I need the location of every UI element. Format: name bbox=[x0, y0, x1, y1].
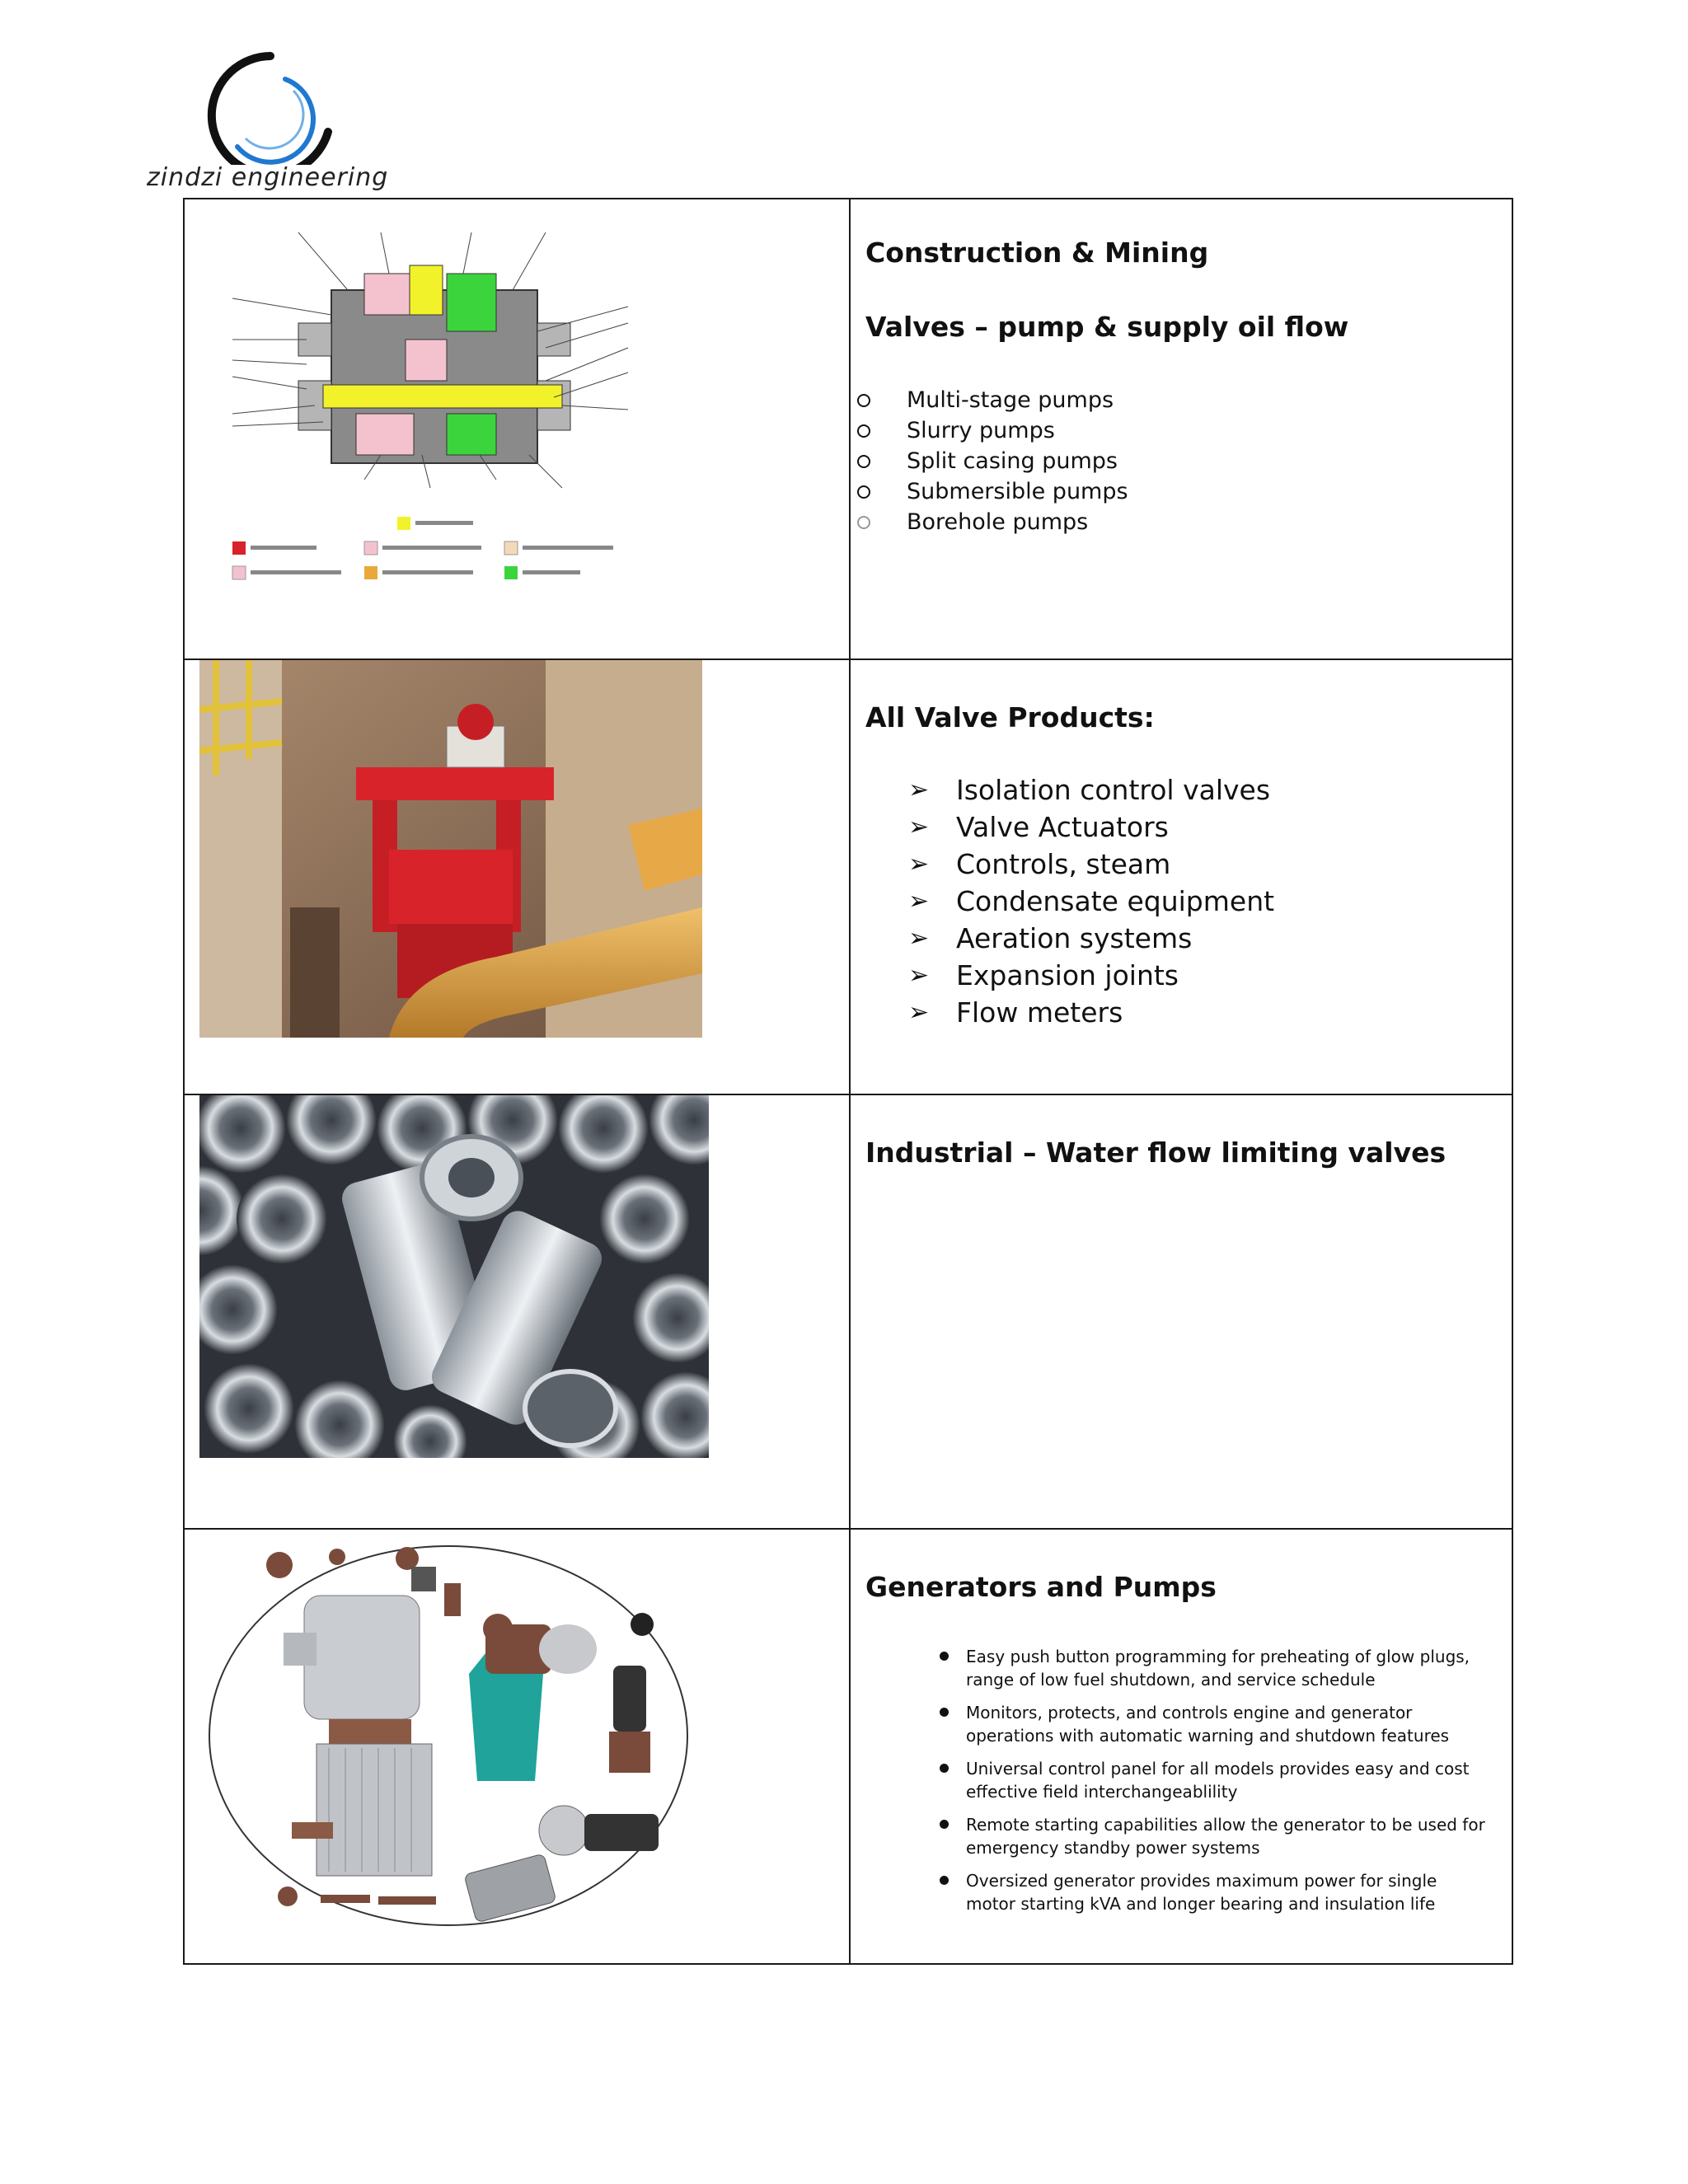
text-cell bbox=[850, 1094, 1512, 1529]
list-item: Submersible pumps bbox=[851, 476, 1128, 507]
dot-bullet-icon bbox=[940, 1876, 949, 1885]
circle-bullet-icon bbox=[857, 424, 870, 438]
list-item: Split casing pumps bbox=[851, 446, 1128, 476]
valve-products-list bbox=[908, 771, 1274, 1031]
list-item: ➢ Controls, steam bbox=[908, 846, 1274, 883]
list-item: ➢ Flow meters bbox=[908, 994, 1274, 1031]
arrow-bullet-icon: ➢ bbox=[908, 998, 930, 1027]
row-heading: Construction & Mining bbox=[865, 237, 1209, 269]
product-table bbox=[183, 198, 1513, 1965]
list-item: Multi-stage pumps bbox=[851, 385, 1128, 415]
logo-ring-icon bbox=[147, 41, 377, 165]
row-heading: Generators and Pumps bbox=[865, 1571, 1217, 1603]
circle-bullet-icon bbox=[857, 516, 870, 529]
image-cell bbox=[184, 659, 850, 1094]
row-subheading: Valves – pump & supply oil flow bbox=[865, 311, 1349, 343]
list-item: Borehole pumps bbox=[851, 507, 1128, 537]
pumps-and-generators-collage bbox=[197, 1534, 700, 1938]
arrow-bullet-icon: ➢ bbox=[908, 924, 930, 953]
row-heading: All Valve Products: bbox=[865, 701, 1155, 733]
list-item: ➢ Expansion joints bbox=[908, 957, 1274, 994]
steel-valve-fittings-photo bbox=[199, 1095, 709, 1458]
logo-text: zindzi engineering bbox=[147, 163, 389, 192]
dot-bullet-icon bbox=[940, 1708, 949, 1717]
company-logo bbox=[147, 41, 389, 198]
table-row bbox=[184, 659, 1512, 1094]
list-item: ➢ Isolation control valves bbox=[908, 771, 1274, 808]
list-item: Oversized generator provides maximum power for single motor starting kVA and longer bearing and insulation life bbox=[917, 1869, 1485, 1915]
list-item: ➢ Aeration systems bbox=[908, 920, 1274, 957]
arrow-bullet-icon: ➢ bbox=[908, 961, 930, 990]
arrow-bullet-icon: ➢ bbox=[908, 850, 930, 879]
pump-list bbox=[851, 385, 1128, 537]
list-item: Slurry pumps bbox=[851, 415, 1128, 446]
red-gate-valve-photo bbox=[199, 660, 702, 1038]
dot-bullet-icon bbox=[940, 1764, 949, 1773]
circle-bullet-icon bbox=[857, 485, 870, 499]
list-item: ➢ Condensate equipment bbox=[908, 883, 1274, 920]
arrow-bullet-icon: ➢ bbox=[908, 813, 930, 841]
dot-bullet-icon bbox=[940, 1820, 949, 1829]
list-item: ➢ Valve Actuators bbox=[908, 808, 1274, 846]
text-cell bbox=[850, 199, 1512, 659]
table-row bbox=[184, 199, 1512, 659]
dot-bullet-icon bbox=[940, 1652, 949, 1661]
image-cell bbox=[184, 1094, 850, 1529]
arrow-bullet-icon: ➢ bbox=[908, 776, 930, 804]
list-item: Monitors, protects, and controls engine and generator operations with automatic warning and shutdown features bbox=[917, 1701, 1485, 1747]
arrow-bullet-icon: ➢ bbox=[908, 887, 930, 916]
list-item: Easy push button programming for preheating of glow plugs, range of low fuel shutdown, and service schedule bbox=[917, 1645, 1485, 1691]
image-cell bbox=[184, 1529, 850, 1964]
valve-cross-section-diagram bbox=[199, 216, 661, 620]
circle-bullet-icon bbox=[857, 455, 870, 468]
table-row bbox=[184, 1529, 1512, 1964]
table-row bbox=[184, 1094, 1512, 1529]
row-heading: Industrial – Water flow limiting valves bbox=[865, 1137, 1447, 1169]
list-item: Remote starting capabilities allow the generator to be used for emergency standby power systems bbox=[917, 1813, 1485, 1859]
circle-bullet-icon bbox=[857, 394, 870, 407]
text-cell bbox=[850, 1529, 1512, 1964]
generator-features-list bbox=[917, 1645, 1485, 1925]
image-cell bbox=[184, 199, 850, 659]
list-item: Universal control panel for all models provides easy and cost effective field interchangeablility bbox=[917, 1757, 1485, 1803]
text-cell bbox=[850, 659, 1512, 1094]
